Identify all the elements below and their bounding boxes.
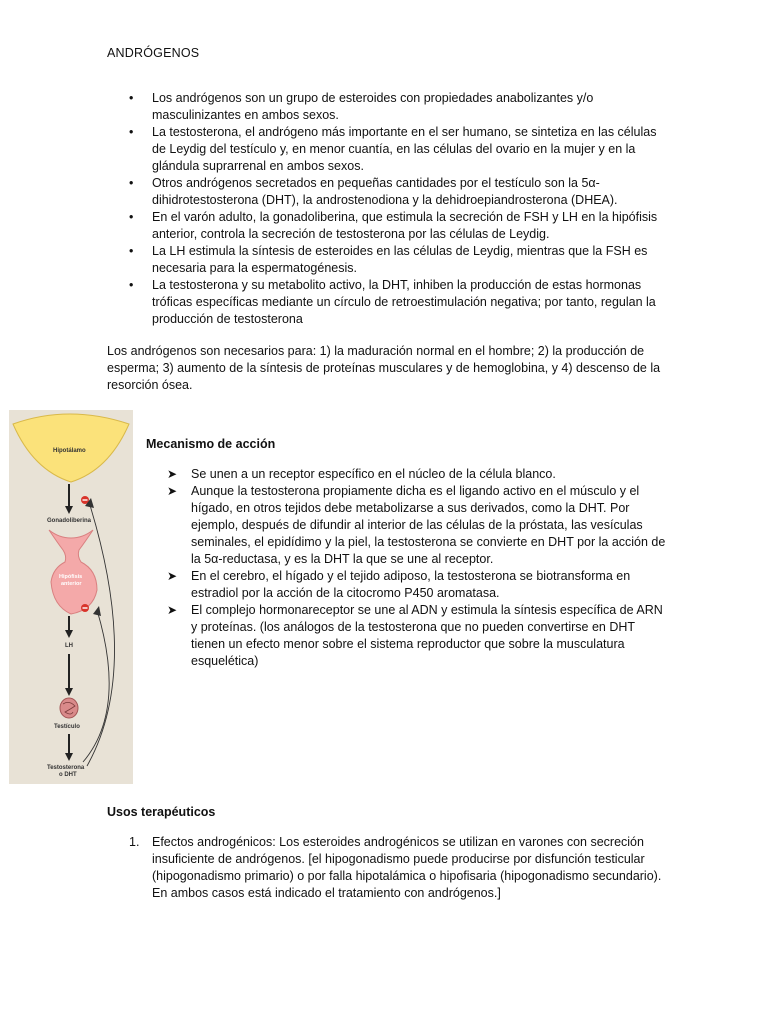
arrowhead-bullet-icon: ➤ [167, 569, 178, 583]
arrowhead-bullet-icon: ➤ [167, 603, 178, 617]
testis-shape [60, 698, 78, 718]
feedback-curve [87, 502, 115, 766]
bullet-item: • Los andrógenos son un grupo de esteroides con propiedades anabolizantes y/o masculinizantes en ambos sexos. [107, 90, 667, 124]
bullet-item: • Otros andrógenos secretados en pequeñas cantidades por el testículo son la 5α-dihidrotestosterona (DHT), la androstenodiona y la dehidroepiandrosterona (DHEA). [107, 175, 667, 209]
arrowhead-bullet-icon: ➤ [167, 484, 178, 498]
arrow-head-icon [65, 630, 73, 638]
hormone-axis-figure [9, 410, 133, 784]
hormone-axis-diagram [9, 410, 133, 784]
arrow-head-icon [65, 506, 73, 514]
uses-list [107, 834, 667, 902]
uses-heading: Usos terapéuticos [107, 805, 216, 819]
arrowhead-bullet-icon: ➤ [167, 467, 178, 481]
bullet-item: • La LH estimula la síntesis de esteroides en las células de Leydig, mientras que la FSH es necesaria para la espermatogénesis. [107, 243, 667, 277]
mechanism-item: ➤ El complejo hormonareceptor se une al ADN y estimula la síntesis específica de ARN y proteínas. (los análogos de la testosterona que no pueden convertirse en DHT tienen un efecto menor sobre el sistema reproductor que sobre la musculatura esquelética) [167, 603, 663, 668]
arrow-head-icon [65, 688, 73, 696]
lh-label: LH [65, 643, 73, 649]
uses-item: 1. Efectos androgénicos: Los esteroides androgénicos se utilizan en varones con secreción insuficiente de andrógenos. [el hipogonadismo puede producirse por disfunción testicular (hipogonadismo primario) o por falla hipotalámica o hipofisaria (hipogonadismo secundario). En ambos casos está indicado el tratamiento con andrógenos.] [129, 835, 662, 900]
gonadoliberina-label: Gonadoliberina [47, 518, 92, 524]
mechanism-item: ➤ Se unen a un receptor específico en el núcleo de la célula blanco. [167, 467, 556, 481]
androgen-bullet-list [107, 90, 667, 328]
testiculo-label: Testículo [54, 724, 80, 730]
mechanism-item: ➤ En el cerebro, el hígado y el tejido adiposo, la testosterona se biotransforma en estradiol por la acción de la citocromo P450 aromatasa. [167, 569, 631, 600]
hipotalamo-label: Hipotálamo [53, 448, 86, 454]
bullet-item: • En el varón adulto, la gonadoliberina, que estimula la secreción de FSH y LH en la hipófisis anterior, controla la secreción de testosterona por las células de Leydig. [107, 209, 667, 243]
mechanism-heading: Mecanismo de acción [146, 437, 276, 451]
pituitary-shape [49, 530, 97, 614]
bullet-item: • La testosterona, el andrógeno más importante en el ser humano, se sintetiza en las células de Leydig del testículo y, en menor cuantía, en las células del ovario en la mujer y en la glándula suprarrenal en ambos sexos. [107, 124, 667, 175]
mechanism-item: ➤ Aunque la testosterona propiamente dicha es el ligando activo en el músculo y el hígado, en otros tejidos debe metabolizarse a sus derivados, como la DHT. Por ejemplo, después de difundir al interior de las células de la próstata, las vesículas seminales, el epidídimo y la piel, la testosterona se convierte en DHT por la acción de la 5α-reductasa, y es la DHT la que se une al receptor. [167, 484, 666, 566]
bullet-item: • La testosterona y su metabolito activo, la DHT, inhiben la producción de estas hormonas tróficas específicas mediante un círculo de retroestimulación negativa; por tanto, regulan la producción de testosterona [107, 277, 667, 328]
intro-paragraph: Los andrógenos son necesarios para: 1) la maduración normal en el hombre; 2) la producción de esperma; 3) aumento de la síntesis de proteínas musculares y de hemoglobina, y 4) descenso de la resorción ósea. [107, 344, 661, 392]
hipofisis-label-2: anterior [61, 581, 82, 587]
list-number: 1. [129, 835, 140, 849]
feedback-curve [83, 610, 109, 762]
product-label-2: o DHT [59, 772, 77, 778]
page-title: ANDRÓGENOS [107, 46, 200, 60]
product-label-1: Testosterona [47, 765, 85, 771]
arrow-head-icon [65, 753, 73, 761]
mechanism-list [167, 466, 667, 670]
hipofisis-label-1: Hipófisis [59, 574, 83, 580]
